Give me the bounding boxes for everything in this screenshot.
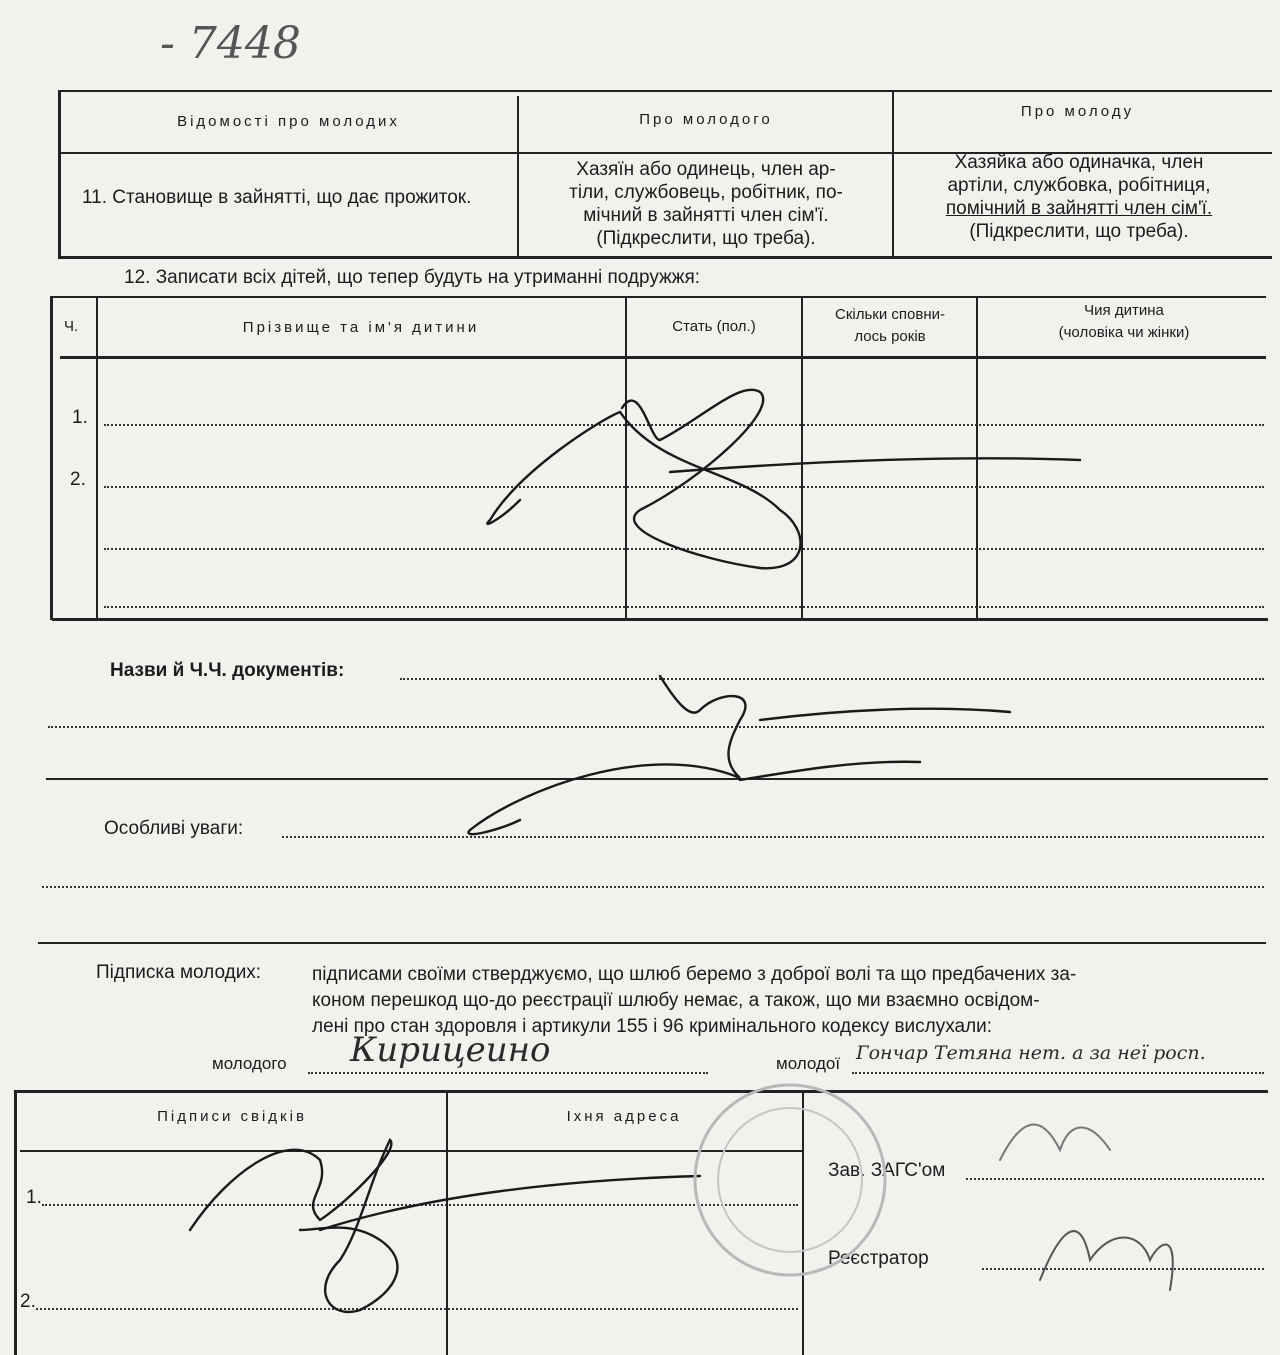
documents-tail-stroke-1 xyxy=(760,709,1010,720)
col-header-sex: Стать (пол.) xyxy=(672,318,756,335)
documents-cross-stroke xyxy=(468,676,745,834)
col-header-age-line1: Скільки сповни- xyxy=(835,306,945,323)
registrar-label: Реєстратор xyxy=(828,1248,929,1269)
col-header-whose-line1: Чия дитина xyxy=(1084,302,1164,319)
bride-occupation-line3: помічний в зайнятті член сім'ї. xyxy=(945,198,1213,219)
groom-occupation-line2: тіли, службовець, робітник, по- xyxy=(569,182,843,203)
groom-occupation-line3: мічний в зайнятті член сім'ї. xyxy=(583,205,829,226)
col-header-bride: Про молоду xyxy=(1020,103,1135,120)
pledge-line-3: лені про стан здоровля і артикули 155 і 96 кримінального кодексу вислухали: xyxy=(312,1016,993,1037)
child-table-cross-stroke xyxy=(487,390,800,568)
col-header-whose-line2: (чоловіка чи жінки) xyxy=(1058,324,1190,341)
col-header-groom: Про молодого xyxy=(639,111,773,128)
groom-signature-label: молодого xyxy=(212,1054,287,1073)
bride-note: (Підкреслити, що треба). xyxy=(969,221,1189,242)
child-row-2-number: 2. xyxy=(70,469,86,490)
witness-cross-stroke xyxy=(190,1140,397,1312)
child-row-1-number: 1. xyxy=(72,407,88,428)
col-header-whose-child xyxy=(980,300,1268,344)
col-header-info: Відомості про молодих xyxy=(177,113,400,130)
col-header-number: Ч. xyxy=(64,318,79,335)
col-header-witness-signatures: Підписи свідків xyxy=(157,1108,307,1125)
child-table-tail-stroke xyxy=(670,458,1080,472)
col-header-witness-address: Іхня адреса xyxy=(566,1108,682,1125)
col-header-age-line2: лось років xyxy=(854,328,926,345)
bride-occupation-line1: Хазяйка або одиначка, член xyxy=(954,152,1204,173)
pledge-line-1: підписами своїми стверджуємо, що шлюб беремо з доброї волі та що предбачених за- xyxy=(312,964,1077,985)
groom-occupation xyxy=(522,158,890,250)
groom-note: (Підкреслити, що треба). xyxy=(596,228,816,249)
pledge-text xyxy=(312,962,1262,1040)
registrar-signature xyxy=(1040,1231,1173,1290)
pledge-line-2: коном перешкод що-до реєстрації шлюбу немає, а також, що ми взаємно освідом- xyxy=(312,990,1040,1011)
col-header-age xyxy=(804,304,976,348)
registry-head-signature xyxy=(1000,1125,1110,1160)
section12-title: 12. Записати всіх дітей, що тепер будуть на утриманні подружжя: xyxy=(124,267,701,288)
archive-number-mark: - 7448 xyxy=(160,18,301,69)
bride-signature: Гончар Тетяна нет. а за неї росп. xyxy=(856,1042,1206,1064)
bride-occupation xyxy=(896,151,1262,243)
bride-occupation-line2: артіли, службовка, робітниця, xyxy=(947,175,1211,196)
col-header-child-name: Прізвище та ім'я дитини xyxy=(242,319,480,336)
row11-label: 11. Становище в зайнятті, що дає прожиток. xyxy=(82,187,472,208)
pledge-label: Підписка молодих: xyxy=(96,962,262,983)
groom-occupation-line1: Хазяїн або одинець, член ар- xyxy=(576,159,836,180)
bride-signature-label: молодої xyxy=(776,1054,841,1073)
documents-label: Назви й Ч.Ч. документів: xyxy=(110,660,345,681)
witness-tail-stroke xyxy=(320,1176,700,1230)
registry-head-label: Зав. ЗАГС'ом xyxy=(828,1160,946,1181)
witness-row-2-number: 2. xyxy=(20,1291,36,1312)
witness-row-1-number: 1. xyxy=(26,1187,42,1208)
notes-label: Особливі уваги: xyxy=(104,818,244,839)
groom-signature: Кирицеино xyxy=(350,1030,551,1070)
